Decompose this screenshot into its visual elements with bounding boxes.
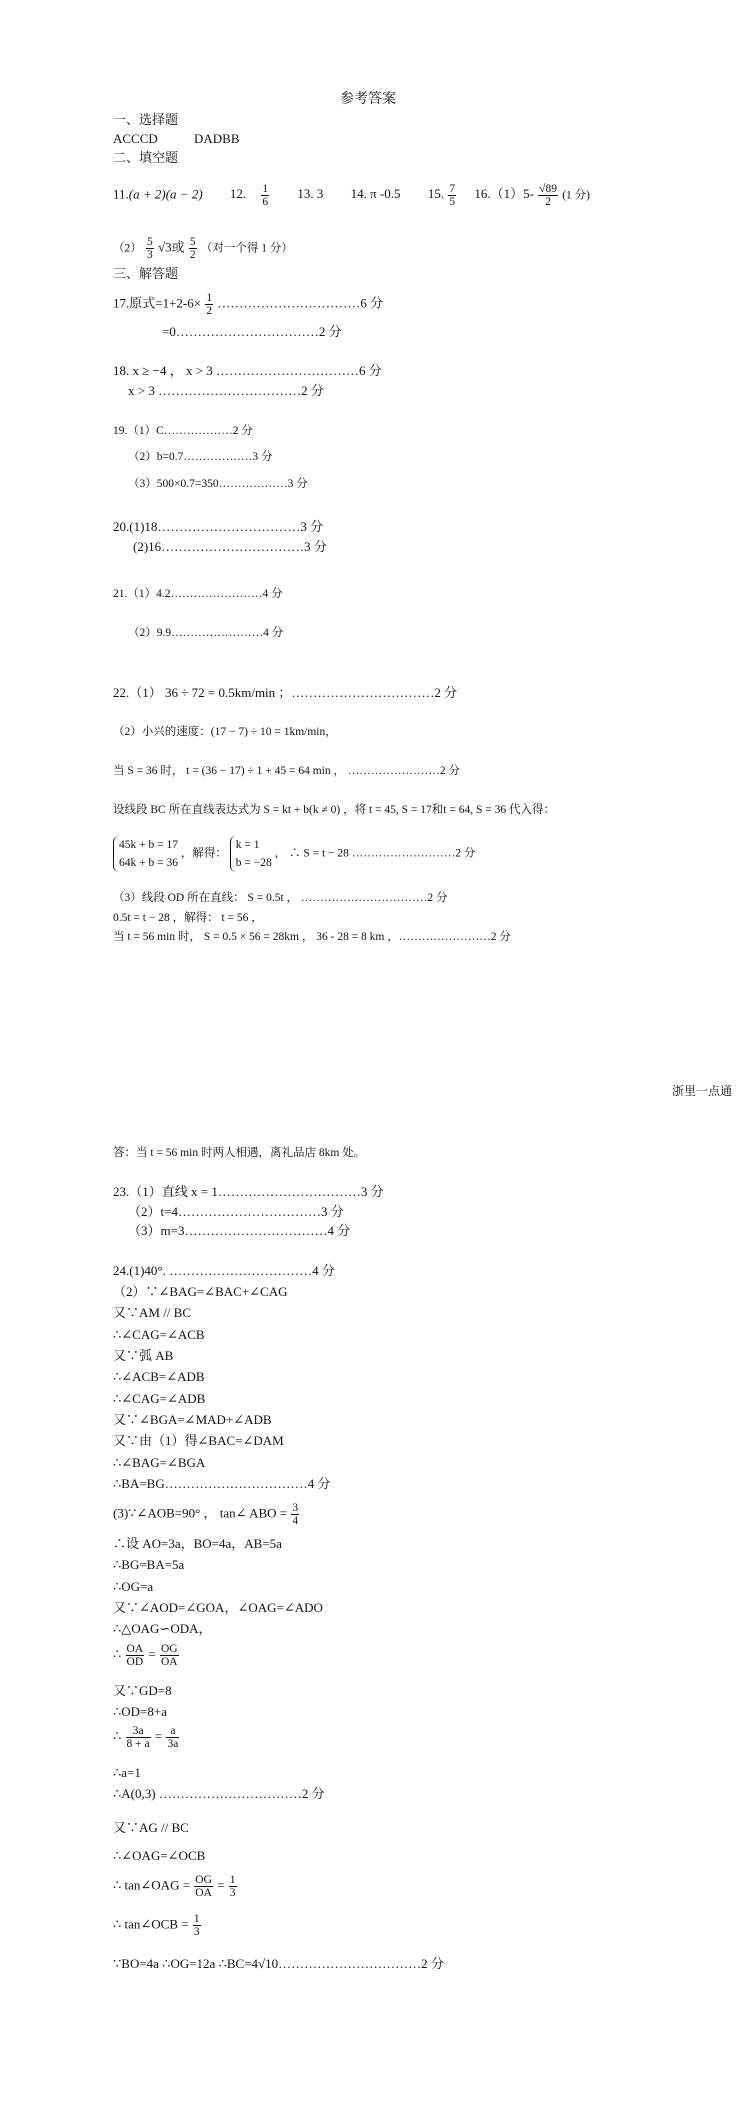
q21-line-1: 21.（1）4.2……………………4 分 — [113, 588, 283, 600]
q23-line-3: （3）m=3……………………………4 分 — [128, 1223, 351, 1238]
q19-line-3: （3）500×0.7=350………………3 分 — [128, 478, 308, 490]
q24-line-1: 24.(1)40°. ……………………………4 分 — [113, 1263, 335, 1278]
q21-line-2: （2）9.9……………………4 分 — [128, 627, 284, 639]
section-heading-choice: 一、选择题 — [113, 112, 179, 127]
q24-line-26: ∴ tan∠OAG = $\frac{OG}{OA}$ = $\frac{1}{3}$ — [113, 1874, 236, 1899]
q22-system: 45k + b = 17 64k + b = 36 ，解得： k = 1 b = −28 ， ∴ S = t − 28 ………………………2 分 — [113, 836, 475, 872]
q24-line-23: ∴A(0,3) ……………………………2 分 — [113, 1786, 325, 1801]
q24-line-10: ∴∠BAG=∠BGA — [113, 1455, 206, 1470]
q19-line-1: 19.（1）C………………2 分 — [113, 425, 253, 437]
q22-line-1: 22.（1） 36 ÷ 72 = 0.5km/min ；……………………………2 分 — [113, 685, 458, 700]
q24-line-25: ∴∠OAG=∠OCB — [113, 1848, 206, 1863]
q24-line-19: 又∵GD=8 — [113, 1683, 172, 1698]
page-title: 参考答案 — [340, 92, 396, 107]
q24-line-7: ∴∠CAG=∠ADB — [113, 1391, 206, 1406]
q24-line-11: ∴BA=BG……………………………4 分 — [113, 1476, 331, 1491]
q22-answer: 答：当 t = 56 min 时两人相遇，离礼品店 8km 处。 — [113, 1147, 366, 1159]
q19-line-2: （2）b=0.7………………3 分 — [128, 451, 273, 463]
q24-line-5: 又∵弧 AB — [113, 1348, 174, 1363]
q24-line-21: ∴ $\frac{3a}{8 + a}$ = $\frac{a}{3a}$ — [113, 1725, 179, 1750]
section-heading-fill: 二、填空题 — [113, 150, 179, 165]
q24-line-13: ∴设 AO=3a，BO=4a，AB=5a — [113, 1536, 282, 1551]
q22-line-5: （3）线段 OD 所在直线： S = 0.5t ， ……………………………2 分 — [113, 892, 448, 904]
q24-line-14: ∴BG=BA=5a — [113, 1557, 185, 1572]
fill-line-1: 11.(a + 2)(a − 2) 12. $\frac{1}{6}$ 13. 3 14. π -0.5 15. $\frac{7}{5}$ 16.（1）5- $\frac{√89}{2}$ (1 分) — [113, 183, 591, 208]
q17-line-1: 17.原式=1+2-6× $\frac{1}{2}$ ……………………………6 分 — [113, 292, 384, 317]
q22-line-4: 设线段 BC 所在直线表达式为 S = kt + b(k ≠ 0) ，将 t = 45, S = 17和t = 64, S = 36 代入得： — [113, 804, 555, 816]
q22-line-7: 当 t = 56 min 时， S = 0.5 × 56 = 28km ， 36 - 28 = 8 km ，……………………2 分 — [113, 931, 511, 943]
q24-line-15: ∴OG=a — [113, 1579, 154, 1594]
q24-line-17: ∴△OAG∽ODA， — [113, 1621, 212, 1636]
q22-line-2: （2）小兴的速度：(17 − 7) ÷ 10 = 1km/min， — [113, 726, 337, 738]
q24-line-16: 又∵∠AOD=∠GOA，∠OAG=∠ADO — [113, 1600, 323, 1615]
q24-line-3: 又∵AM // BC — [113, 1305, 192, 1320]
q24-line-22: ∴a=1 — [113, 1765, 141, 1780]
choice-answers-1: ACCCD — [113, 131, 158, 146]
q24-line-24: 又∵AG // BC — [113, 1820, 189, 1835]
q24-line-18: ∴ $\frac{OA}{OD}$ = $\frac{OG}{OA}$ — [113, 1643, 178, 1668]
q24-line-4: ∴∠CAG=∠ACB — [113, 1327, 205, 1342]
q23-line-1: 23.（1）直线 x = 1……………………………3 分 — [113, 1184, 384, 1199]
q24-line-6: ∴∠ACB=∠ADB — [113, 1369, 205, 1384]
q22-line-6: 0.5t = t − 28 ，解得： t = 56 ， — [113, 912, 263, 924]
q24-line-28: ∵BO=4a ∴OG=12a ∴BC=4√10……………………………2 分 — [113, 1956, 444, 1971]
q24-line-2: （2）∵∠BAG=∠BAC+∠CAG — [113, 1284, 288, 1299]
section-heading-solve: 三、解答题 — [113, 266, 179, 281]
fill-line-2: （2） $\frac{5}{3}$ √3或 $\frac{5}{2}$ （对一个得 1 分） — [113, 236, 293, 261]
q24-line-9: 又∵由（1）得∠BAC=∠DAM — [113, 1433, 284, 1448]
footer-brand: 浙里一点通 — [671, 1084, 732, 1098]
q18-line-1: 18. x ≥ −4 ， x > 3 ……………………………6 分 — [113, 363, 382, 378]
q20-line-1: 20.(1)18……………………………3 分 — [113, 519, 324, 534]
q23-line-2: （2）t=4……………………………3 分 — [128, 1204, 344, 1219]
q24-line-12: (3)∵∠AOB=90° ， tan∠ ABO = $\frac{3}{4}$ — [113, 1502, 299, 1527]
q22-line-3: 当 S = 36 时， t = (36 − 17) ÷ 1 + 45 = 64 min ， ……………………2 分 — [113, 765, 461, 777]
q24-line-8: 又∵∠BGA=∠MAD+∠ADB — [113, 1412, 272, 1427]
q24-line-20: ∴OD=8+a — [113, 1704, 167, 1719]
q20-line-2: (2)16……………………………3 分 — [133, 539, 327, 554]
q18-line-2: x > 3 ……………………………2 分 — [128, 383, 324, 398]
choice-answers-2: DADBB — [194, 131, 240, 146]
q24-line-27: ∴ tan∠OCB = $\frac{1}{3}$ — [113, 1913, 200, 1938]
q17-line-2: =0……………………………2 分 — [162, 324, 342, 339]
